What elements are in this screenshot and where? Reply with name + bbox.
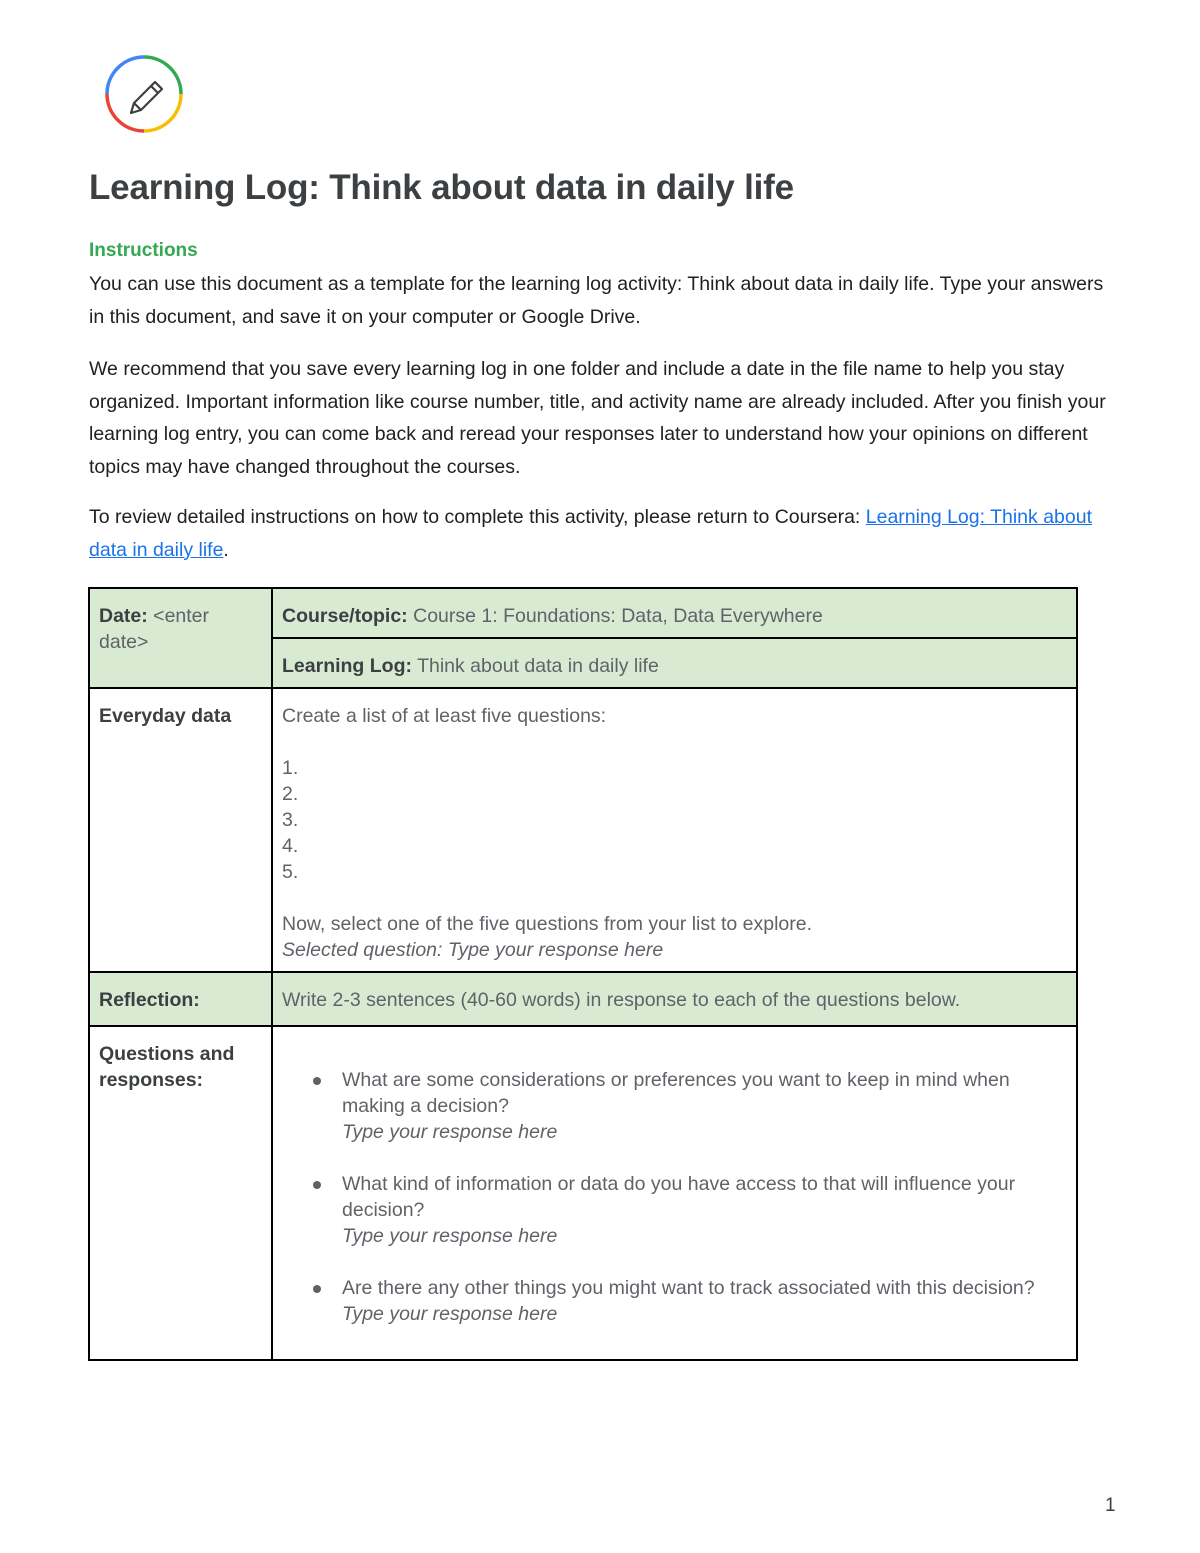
course-topic-label: Course/topic: [282, 605, 408, 627]
questions-label-cell [89, 1026, 272, 1360]
instructions-heading: Instructions [89, 240, 198, 261]
questions-cell[interactable] [272, 1026, 1077, 1360]
reflection-label-cell [89, 972, 272, 1026]
page-number: 1 [1105, 1495, 1116, 1516]
question-list [282, 755, 1067, 885]
response-placeholder[interactable]: Type your response here [342, 1121, 558, 1143]
course-topic-cell [272, 588, 1077, 638]
date-label: Date: [99, 605, 148, 627]
coursera-prompt-text: To review detailed instructions on how to complete this activity, please return to Coursera: [89, 506, 866, 528]
everyday-data-label-cell [89, 688, 272, 972]
everyday-prompt: Create a list of at least five questions: [282, 705, 607, 727]
response-placeholder[interactable]: Type your response here [342, 1303, 558, 1325]
date-value: <enter date> [99, 605, 210, 653]
reflection-text: Write 2-3 sentences (40-60 words) in response to each of the questions below. [282, 989, 961, 1011]
reflection-cell [272, 972, 1077, 1026]
question-item [342, 1171, 1067, 1249]
page-title: Learning Log: Think about data in daily life [89, 168, 794, 207]
response-placeholder[interactable]: Type your response here [342, 1225, 558, 1247]
selected-question[interactable]: Selected question: Type your response here [282, 939, 664, 961]
instructions-paragraph-2: We recommend that you save every learning log in one folder and include a date in the file name to help you stay organized. Important information like course number, title, and activity name are already included. After you finish your learning log entry, you can come back and reread your responses later to understand how your opinions on different topics may have changed throughout the courses. [89, 358, 1106, 478]
questions-responses-label: Questions and responses: [99, 1043, 235, 1091]
coursera-activity-link[interactable]: Learning Log: Think about data in daily life [89, 506, 1092, 561]
question-number[interactable]: 4. [282, 835, 299, 857]
question-number[interactable]: 1. [282, 757, 299, 779]
bullet-icon [313, 1285, 321, 1293]
date-cell[interactable] [89, 588, 272, 688]
learning-log-cell [272, 638, 1077, 688]
instructions-paragraph-3 [89, 501, 1119, 566]
logo [103, 53, 185, 135]
learning-log-value: Think about data in daily life [412, 655, 659, 677]
pencil-icon [103, 53, 185, 135]
select-prompt: Now, select one of the five questions from your list to explore. [282, 913, 813, 935]
question-item [342, 1067, 1067, 1145]
question-number[interactable]: 3. [282, 809, 299, 831]
question-text: What are some considerations or preferences you want to keep in mind when making a decision? [342, 1069, 1010, 1117]
learning-log-label: Learning Log: [282, 655, 412, 677]
question-number[interactable]: 5. [282, 861, 299, 883]
question-item [342, 1275, 1067, 1327]
learning-log-table [88, 587, 1078, 1361]
questions-list [282, 1067, 1067, 1327]
course-topic-value: Course 1: Foundations: Data, Data Everywhere [407, 605, 823, 627]
instructions-paragraph-1: You can use this document as a template for the learning log activity: Think about data in daily life. Type your answers in this document, and save it on your computer or Google Drive. [89, 273, 1104, 328]
reflection-label: Reflection: [99, 989, 200, 1011]
bullet-icon [313, 1077, 321, 1085]
everyday-data-label: Everyday data [99, 705, 232, 727]
period-text: . [223, 538, 229, 561]
question-number[interactable]: 2. [282, 783, 299, 805]
everyday-data-cell[interactable] [272, 688, 1077, 972]
question-text: Are there any other things you might want to track associated with this decision? [342, 1277, 1035, 1299]
bullet-icon [313, 1181, 321, 1189]
question-text: What kind of information or data do you have access to that will influence your decision? [342, 1173, 1016, 1221]
